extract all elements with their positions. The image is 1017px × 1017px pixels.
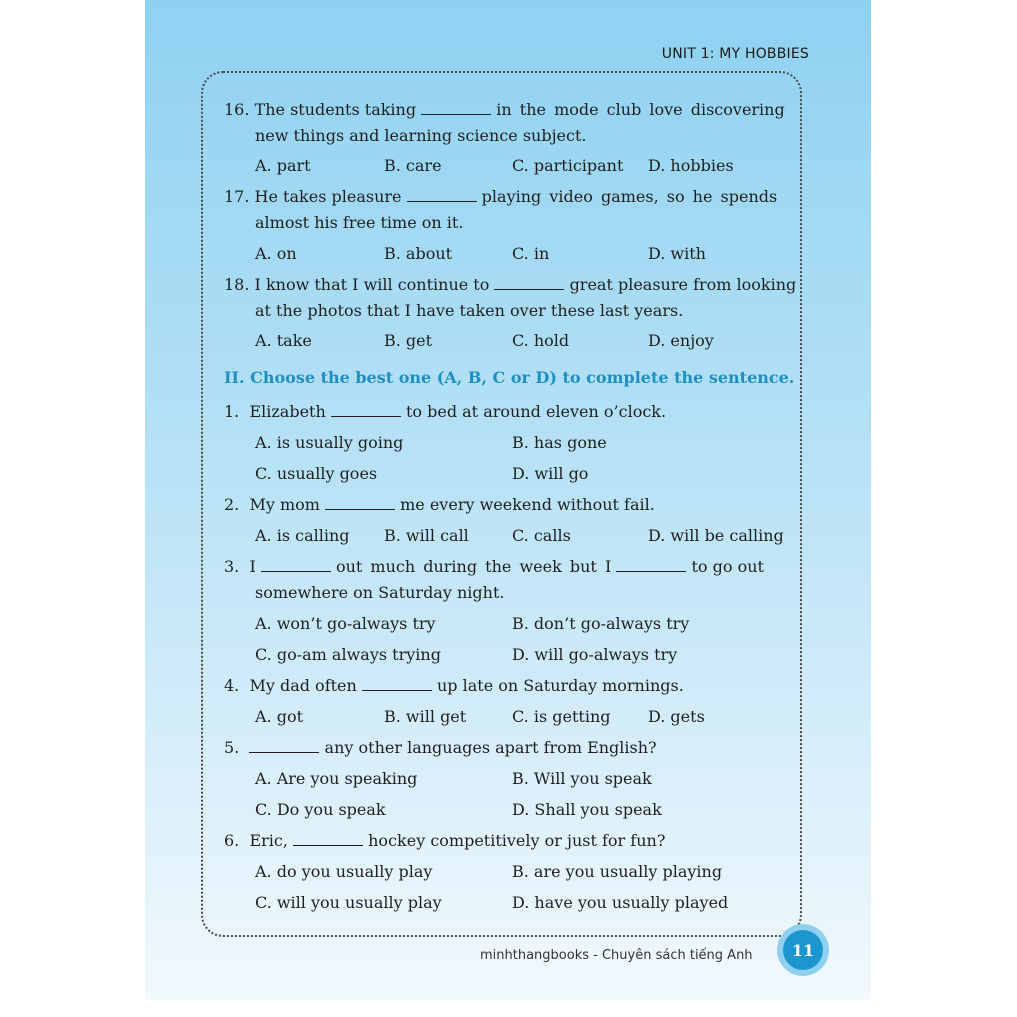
option-3-a: A. won’t go-always try xyxy=(255,614,436,633)
option-18-b: B. get xyxy=(384,331,433,350)
question-6: 6. Eric, hockey competitively or just for fun? xyxy=(224,831,666,850)
option-6-d: D. have you usually played xyxy=(512,893,729,912)
question-5: 5. any other languages apart from English? xyxy=(224,738,657,757)
option-2-d: D. will be calling xyxy=(648,526,784,545)
answer-blank xyxy=(249,738,319,753)
option-17-b: B. about xyxy=(384,244,453,263)
option-1-a: A. is usually going xyxy=(255,433,404,452)
option-4-c: C. is getting xyxy=(512,707,611,726)
answer-blank xyxy=(261,557,331,572)
page-number-badge: 11 xyxy=(783,930,823,970)
option-4-b: B. will get xyxy=(384,707,467,726)
section-ii-title: II. Choose the best one (A, B, C or D) to complete the sentence. xyxy=(224,368,795,387)
option-5-d: D. Shall you speak xyxy=(512,800,662,819)
option-18-d: D. enjoy xyxy=(648,331,714,350)
option-6-b: B. are you usually playing xyxy=(512,862,723,881)
option-16-c: C. participant xyxy=(512,156,624,175)
option-1-d: D. will go xyxy=(512,464,589,483)
option-5-c: C. Do you speak xyxy=(255,800,386,819)
option-2-c: C. calls xyxy=(512,526,571,545)
question-3: 3. I out much during the week but I to go out xyxy=(224,557,764,576)
option-18-c: C. hold xyxy=(512,331,570,350)
answer-blank xyxy=(331,402,401,417)
option-5-b: B. Will you speak xyxy=(512,769,652,788)
unit-title: UNIT 1: MY HOBBIES xyxy=(661,46,809,62)
option-1-b: B. has gone xyxy=(512,433,607,452)
option-16-a: A. part xyxy=(255,156,311,175)
answer-blank xyxy=(325,495,395,510)
question-17-cont: almost his free time on it. xyxy=(255,213,464,232)
option-18-a: A. take xyxy=(255,331,312,350)
option-17-c: C. in xyxy=(512,244,550,263)
question-2: 2. My mom me every weekend without fail. xyxy=(224,495,655,514)
option-2-b: B. will call xyxy=(384,526,469,545)
answer-blank xyxy=(616,557,686,572)
option-16-d: D. hobbies xyxy=(648,156,734,175)
answer-blank xyxy=(407,187,477,202)
option-5-a: A. Are you speaking xyxy=(255,769,418,788)
question-1: 1. Elizabeth to bed at around eleven o’clock. xyxy=(224,402,667,421)
question-16: 16. The students taking in the mode club love discovering xyxy=(224,100,785,119)
publisher-footer: minhthangbooks - Chuyên sách tiếng Anh xyxy=(480,948,753,963)
question-16-cont: new things and learning science subject. xyxy=(255,126,587,145)
option-2-a: A. is calling xyxy=(255,526,350,545)
option-4-a: A. got xyxy=(255,707,304,726)
question-4: 4. My dad often up late on Saturday mornings. xyxy=(224,676,684,695)
option-17-d: D. with xyxy=(648,244,706,263)
option-3-c: C. go-am always trying xyxy=(255,645,441,664)
question-18: 18. I know that I will continue to great pleasure from looking xyxy=(224,275,797,294)
answer-blank xyxy=(362,676,432,691)
question-18-cont: at the photos that I have taken over these last years. xyxy=(255,301,684,320)
question-3-cont: somewhere on Saturday night. xyxy=(255,583,505,602)
answer-blank xyxy=(293,831,363,846)
option-6-c: C. will you usually play xyxy=(255,893,442,912)
answer-blank xyxy=(494,275,564,290)
option-4-d: D. gets xyxy=(648,707,705,726)
option-1-c: C. usually goes xyxy=(255,464,378,483)
question-17: 17. He takes pleasure playing video games, so he spends xyxy=(224,187,778,206)
option-17-a: A. on xyxy=(255,244,297,263)
option-16-b: B. care xyxy=(384,156,442,175)
answer-blank xyxy=(421,100,491,115)
option-6-a: A. do you usually play xyxy=(255,862,433,881)
option-3-b: B. don’t go-always try xyxy=(512,614,690,633)
option-3-d: D. will go-always try xyxy=(512,645,678,664)
